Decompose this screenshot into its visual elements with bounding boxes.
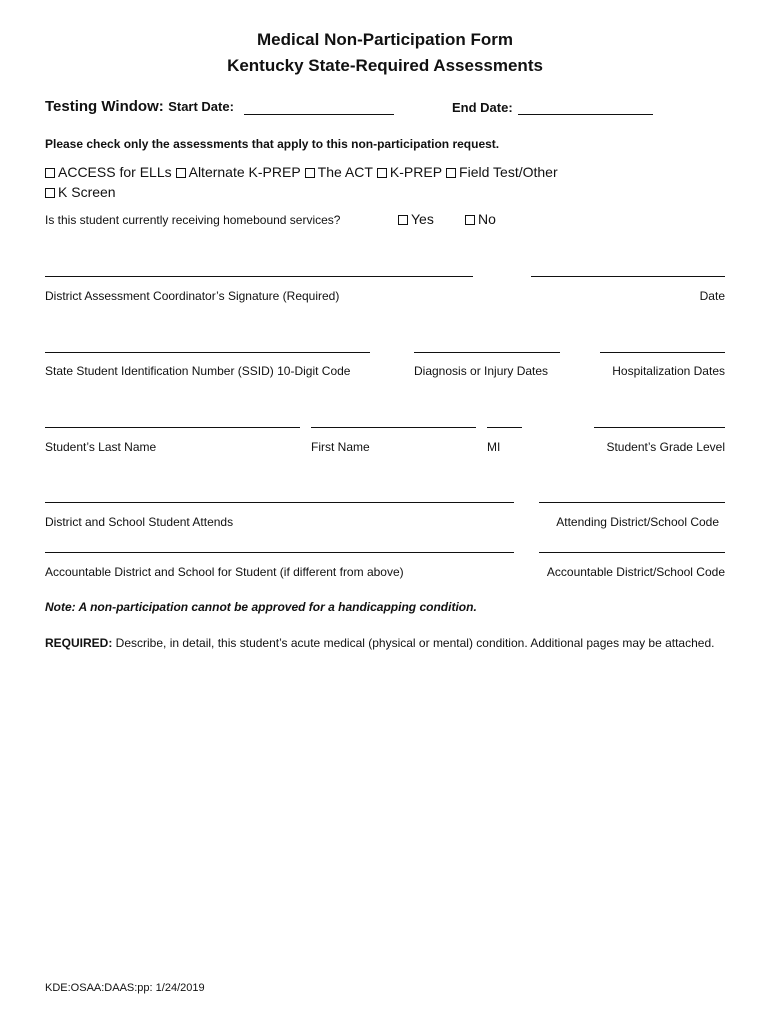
first-name-label: First Name [311, 440, 370, 454]
last-name-line[interactable] [45, 427, 300, 428]
checkbox-icon [45, 168, 55, 178]
checkbox-alternate-kprep[interactable]: Alternate K-PREP [176, 164, 301, 180]
ssid-label: State Student Identification Number (SSID) 10-Digit Code [45, 364, 351, 378]
diagnosis-dates-line[interactable] [414, 352, 560, 353]
start-date-label: Start Date: [168, 99, 234, 114]
mi-label: MI [487, 440, 501, 454]
footer-code: KDE:OSAA:DAAS:pp: 1/24/2019 [45, 982, 205, 994]
required-label: REQUIRED: [45, 636, 113, 650]
homebound-question: Is this student currently receiving homebound services? [45, 213, 341, 227]
form-subtitle: Kentucky State-Required Assessments [227, 56, 543, 75]
checkbox-icon [377, 168, 387, 178]
checkbox-access[interactable]: ACCESS for ELLs [45, 164, 172, 180]
end-date-label: End Date: [452, 100, 513, 115]
end-date-field[interactable] [518, 114, 653, 115]
handicap-note: Note: A non-participation cannot be approved for a handicapping condition. [45, 600, 477, 614]
checkbox-icon [45, 188, 55, 198]
last-name-label: Student’s Last Name [45, 440, 157, 454]
checkbox-icon [398, 215, 408, 225]
date-label: Date [699, 289, 725, 303]
checkbox-icon [176, 168, 186, 178]
assessment-checkboxes [45, 164, 562, 180]
checkbox-k-screen[interactable]: K Screen [45, 184, 116, 200]
coordinator-signature-label: District Assessment Coordinator’s Signature (Required) [45, 289, 340, 303]
diagnosis-dates-label: Diagnosis or Injury Dates [414, 364, 549, 378]
hospitalization-dates-line[interactable] [600, 352, 725, 353]
start-date-field[interactable] [244, 114, 394, 115]
required-description [45, 634, 725, 652]
attending-code-line[interactable] [539, 502, 725, 503]
accountable-code-label: Accountable District/School Code [546, 565, 725, 579]
accountable-district-label: Accountable District and School for Student (if different from above) [45, 565, 404, 579]
testing-window [45, 98, 234, 116]
attending-code-label: Attending District/School Code [556, 515, 719, 529]
accountable-code-line[interactable] [539, 552, 725, 553]
instructions-text: Please check only the assessments that apply to this non-participation request. [45, 137, 500, 151]
district-school-line[interactable] [45, 502, 514, 503]
checkbox-icon [465, 215, 475, 225]
checkbox-kprep[interactable]: K-PREP [377, 164, 442, 180]
accountable-district-line[interactable] [45, 552, 514, 553]
signature-date-line[interactable] [531, 276, 725, 277]
first-name-line[interactable] [311, 427, 476, 428]
testing-window-label: Testing Window: [45, 98, 164, 115]
checkbox-icon [446, 168, 456, 178]
grade-level-line[interactable] [594, 427, 725, 428]
coordinator-signature-line[interactable] [45, 276, 473, 277]
homebound-yes-checkbox[interactable]: Yes [398, 211, 434, 227]
hospitalization-dates-label: Hospitalization Dates [612, 364, 725, 378]
mi-line[interactable] [487, 427, 522, 428]
checkbox-icon [305, 168, 315, 178]
required-text: Describe, in detail, this student’s acute medical (physical or mental) condition. Additional pages may be attached. [112, 636, 715, 650]
homebound-no-checkbox[interactable]: No [465, 211, 496, 227]
form-title: Medical Non-Participation Form [257, 30, 513, 49]
ssid-line[interactable] [45, 352, 370, 353]
description-area[interactable] [45, 680, 725, 960]
checkbox-field-test[interactable]: Field Test/Other [446, 164, 558, 180]
grade-level-label: Student’s Grade Level [606, 440, 725, 454]
district-school-label: District and School Student Attends [45, 515, 234, 529]
checkbox-the-act[interactable]: The ACT [305, 164, 373, 180]
